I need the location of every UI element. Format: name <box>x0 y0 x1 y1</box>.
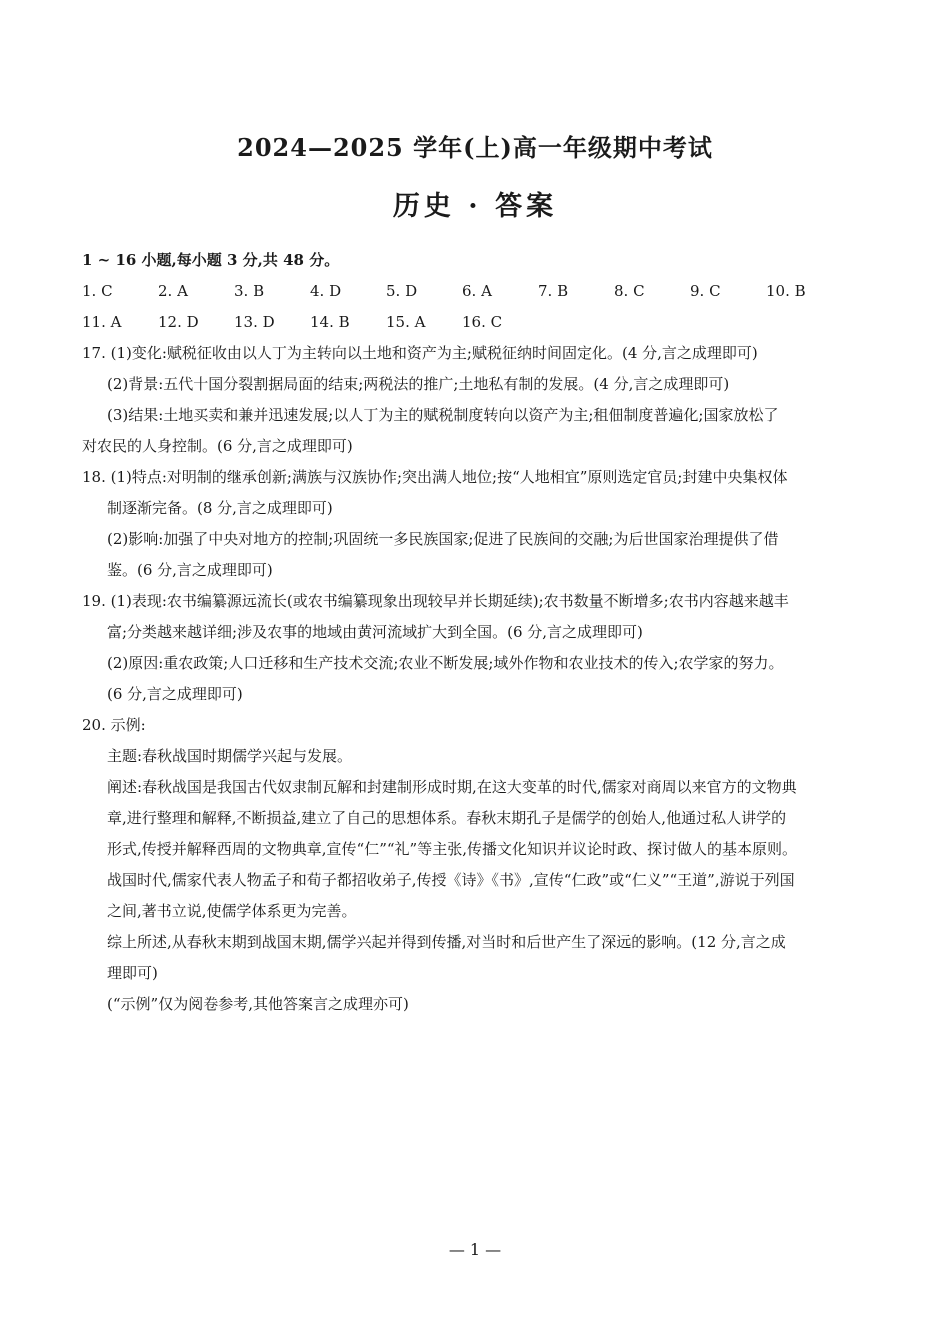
q19-part2-cont: (6 分,言之成理即可) <box>107 685 243 703</box>
mc-answers-row-2 <box>82 307 872 338</box>
page-number: — 1 — <box>448 1240 502 1259</box>
q20-elaboration-line: 形式,传授并解释西周的文物典章,宣传“仁”“礼”等主张,传播文化知识并议论时政、探讨做人的基本原则。 <box>107 840 797 858</box>
mc-answer: 9. C <box>690 282 721 300</box>
q20-conclusion: 综上所述,从春秋末期到战国末期,儒学兴起并得到传播,对当时和后世产生了深远的影响。(12 分,言之成 <box>107 933 786 951</box>
q17-part2: (2)背景:五代十国分裂割据局面的结束;两税法的推广;土地私有制的发展。(4 分,言之成理即可) <box>107 375 730 393</box>
q18-part1: 18. (1)特点:对明制的继承创新;满族与汉族协作;突出满人地位;按“人地相宜”原则选定官员;封建中央集权体 <box>82 468 788 486</box>
mc-intro: 1 ~ 16 小题,每小题 3 分,共 48 分。 <box>82 251 340 269</box>
q20-elaboration-line: 之间,著书立说,使儒学体系更为完善。 <box>107 902 357 920</box>
mc-answer: 12. D <box>158 313 199 331</box>
q20-conclusion-cont: 理即可) <box>107 964 158 982</box>
q17-part3: (3)结果:土地买卖和兼并迅速发展;以人丁为主的赋税制度转向以资产为主;租佃制度普遍化;国家放松了 <box>107 406 779 424</box>
page-title: 2024—2025 学年(上)高一年级期中考试 <box>237 133 713 162</box>
q19-part1: 19. (1)表现:农书编纂源远流长(或农书编纂现象出现较早并长期延续);农书数量不断增多;农书内容越来越丰 <box>82 592 789 610</box>
q20-theme: 主题:春秋战国时期儒学兴起与发展。 <box>107 747 353 765</box>
mc-answer: 4. D <box>310 282 342 300</box>
page-subtitle: 历史 · 答案 <box>392 191 558 222</box>
q17-part3-cont: 对农民的人身控制。(6 分,言之成理即可) <box>82 437 353 455</box>
mc-answer: 8. C <box>614 282 645 300</box>
mc-answer: 3. B <box>234 282 265 300</box>
mc-answers-row-1 <box>82 276 872 307</box>
mc-answer: 5. D <box>386 282 418 300</box>
mc-answer: 16. C <box>462 313 503 331</box>
q18-part2: (2)影响:加强了中央对地方的控制;巩固统一多民族国家;促进了民族间的交融;为后世国家治理提供了借 <box>107 530 779 548</box>
mc-answer: 10. B <box>766 282 806 300</box>
mc-answer: 14. B <box>310 313 350 331</box>
mc-answer: 6. A <box>462 282 492 300</box>
q20-note: (“示例”仅为阅卷参考,其他答案言之成理亦可) <box>107 995 409 1013</box>
q19-part1-cont: 富;分类越来越详细;涉及农事的地域由黄河流域扩大到全国。(6 分,言之成理即可) <box>107 623 643 641</box>
mc-answer: 11. A <box>82 313 122 331</box>
q20-elaboration-line: 章,进行整理和解释,不断损益,建立了自己的思想体系。春秋末期孔子是儒学的创始人,他通过私人讲学的 <box>107 809 787 827</box>
mc-answer: 15. A <box>386 313 426 331</box>
q18-part1-cont: 制逐渐完备。(8 分,言之成理即可) <box>107 499 333 517</box>
mc-answer: 1. C <box>82 282 113 300</box>
q19-part2: (2)原因:重农政策;人口迁移和生产技术交流;农业不断发展;域外作物和农业技术的传入;农学家的努力。 <box>107 654 784 672</box>
q20-label: 20. 示例: <box>82 716 146 734</box>
answer-content <box>82 245 872 1020</box>
q17-part1: 17. (1)变化:赋税征收由以人丁为主转向以土地和资产为主;赋税征纳时间固定化。(4 分,言之成理即可) <box>82 344 758 362</box>
q20-elaboration-line: 阐述:春秋战国是我国古代奴隶制瓦解和封建制形成时期,在这大变革的时代,儒家对商周以来官方的文物典 <box>107 778 797 796</box>
mc-answer: 7. B <box>538 282 569 300</box>
mc-answer: 13. D <box>234 313 275 331</box>
q18-part2-cont: 鉴。(6 分,言之成理即可) <box>107 561 273 579</box>
q20-elaboration-line: 战国时代,儒家代表人物孟子和荀子都招收弟子,传授《诗》《书》,宣传“仁政”或“仁义”“王道”,游说于列国 <box>107 871 795 889</box>
mc-answer: 2. A <box>158 282 188 300</box>
